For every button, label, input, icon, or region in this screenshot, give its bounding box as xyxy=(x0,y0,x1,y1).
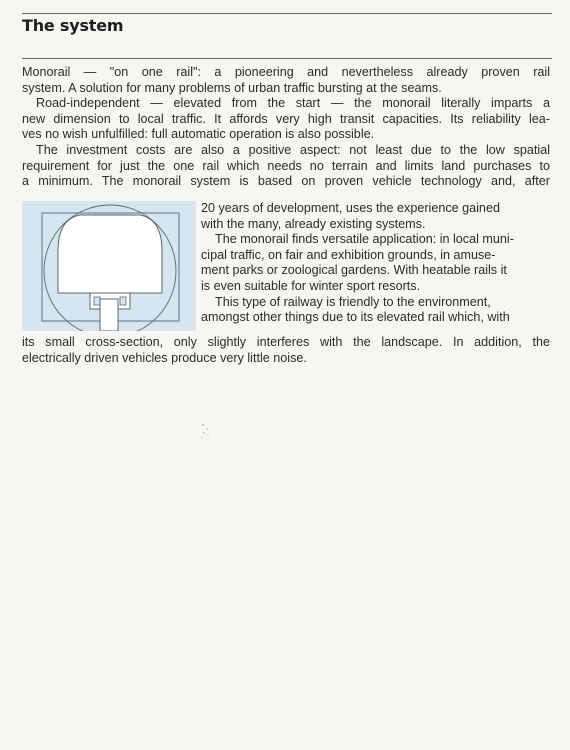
text-line: amongst other things due to its elevated rail which, with xyxy=(201,310,510,325)
guide-wheel-left xyxy=(94,297,100,305)
text-line: 20 years of development, uses the experience gained xyxy=(201,201,500,215)
text-line: Monorail — "on one rail": a pioneering and nevertheless already proven rail xyxy=(22,65,550,79)
text-line: a minimum. The monorail system is based on proven vehicle technology and, after xyxy=(22,174,550,189)
guide-wheel-right xyxy=(120,297,126,305)
text-line: electrically driven vehicles produce very little noise. xyxy=(22,350,307,365)
body-text-lower xyxy=(22,335,550,366)
text-line: new dimension to local traffic. It affords very high transit capacities. Its reliability lea- xyxy=(22,111,550,126)
text-line: requirement for just the one rail which needs no terrain and limits land purchases to xyxy=(22,158,550,173)
text-line: system. A solution for many problems of urban traffic bursting at the seams. xyxy=(22,80,442,95)
text-line: Road-independent — elevated from the start — the monorail literally imparts a xyxy=(36,96,550,111)
page-title: The system xyxy=(22,16,124,35)
text-line: ment parks or zoological gardens. With heatable rails it xyxy=(201,263,507,278)
text-line: This type of railway is friendly to the environment, xyxy=(215,294,491,309)
monorail-cross-section-figure xyxy=(22,201,196,331)
print-specks xyxy=(198,422,214,442)
beam-rail xyxy=(100,299,118,331)
text-line: The investment costs are also a positive aspect: not least due to the low spatial xyxy=(36,142,550,157)
text-line: its small cross-section, only slightly interferes with the landscape. In addition, the xyxy=(22,335,550,349)
body-text-upper xyxy=(22,65,550,190)
text-line: with the many, already existing systems. xyxy=(201,216,426,231)
top-rule xyxy=(22,13,552,14)
text-line: The monorail finds versatile application: in local muni- xyxy=(215,232,514,247)
text-line: is even suitable for winter sport resorts. xyxy=(201,278,421,293)
text-line: cipal traffic, on fair and exhibition grounds, in amuse- xyxy=(201,247,496,262)
title-rule xyxy=(22,58,552,59)
vehicle-body xyxy=(58,215,162,293)
text-line: ves no wish unfulfilled: full automatic operation is also possible. xyxy=(22,127,375,142)
monorail-cross-section-drawing xyxy=(22,201,196,331)
